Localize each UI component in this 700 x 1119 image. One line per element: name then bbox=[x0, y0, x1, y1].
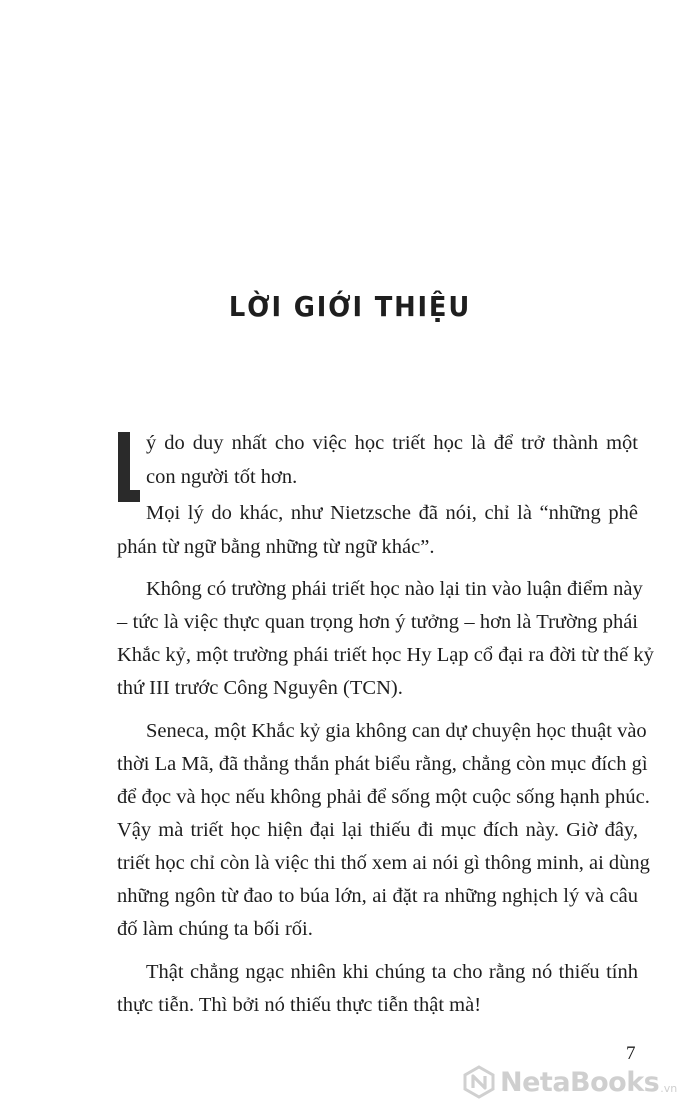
text-line: Khắc kỷ, một trường phái triết học Hy Lạp cổ đại ra đời từ thế kỷ bbox=[117, 644, 654, 666]
text-line: thời La Mã, đã thẳng thắn phát biểu rằng, chẳng còn mục đích gì bbox=[117, 753, 648, 775]
drop-cap bbox=[118, 432, 136, 502]
page-number: 7 bbox=[626, 1043, 636, 1064]
netabooks-logo-icon bbox=[462, 1065, 496, 1099]
watermark bbox=[462, 1062, 677, 1102]
text-line: phán từ ngữ bằng những từ ngữ khác”. bbox=[117, 536, 435, 558]
text-line: con người tốt hơn. bbox=[146, 466, 298, 488]
text-line: đố làm chúng ta bối rối. bbox=[117, 918, 313, 940]
text-line: Mọi lý do khác, như Nietzsche đã nói, chỉ là “những phê bbox=[146, 502, 638, 524]
watermark-suffix: .vn bbox=[660, 1081, 678, 1095]
text-line: thứ III trước Công Nguyên (TCN). bbox=[117, 677, 403, 699]
text-line: Không có trường phái triết học nào lại tin vào luận điểm này bbox=[146, 578, 643, 600]
text-line: Vậy mà triết học hiện đại lại thiếu đi mục đích này. Giờ đây, bbox=[117, 819, 638, 841]
text-line: triết học chỉ còn là việc thi thố xem ai nói gì thông minh, ai dùng bbox=[117, 852, 650, 874]
text-line: thực tiễn. Thì bởi nó thiếu thực tiễn thật mà! bbox=[117, 994, 482, 1016]
text-line: Seneca, một Khắc kỷ gia không can dự chuyện học thuật vào bbox=[146, 720, 647, 742]
text-line: những ngôn từ đao to búa lớn, ai đặt ra những nghịch lý và câu bbox=[117, 885, 638, 907]
text-line: Thật chẳng ngạc nhiên khi chúng ta cho rằng nó thiếu tính bbox=[146, 961, 638, 983]
text-line: ý do duy nhất cho việc học triết học là để trở thành một bbox=[146, 432, 638, 454]
text-line: – tức là việc thực quan trọng hơn ý tưởng – hơn là Trường phái bbox=[117, 611, 638, 633]
watermark-brand: NetaBooks bbox=[500, 1066, 660, 1098]
page-title: LỜI GIỚI THIỆU bbox=[228, 290, 472, 323]
text-line: để đọc và học nếu không phải để sống một cuộc sống hạnh phúc. bbox=[117, 786, 650, 808]
